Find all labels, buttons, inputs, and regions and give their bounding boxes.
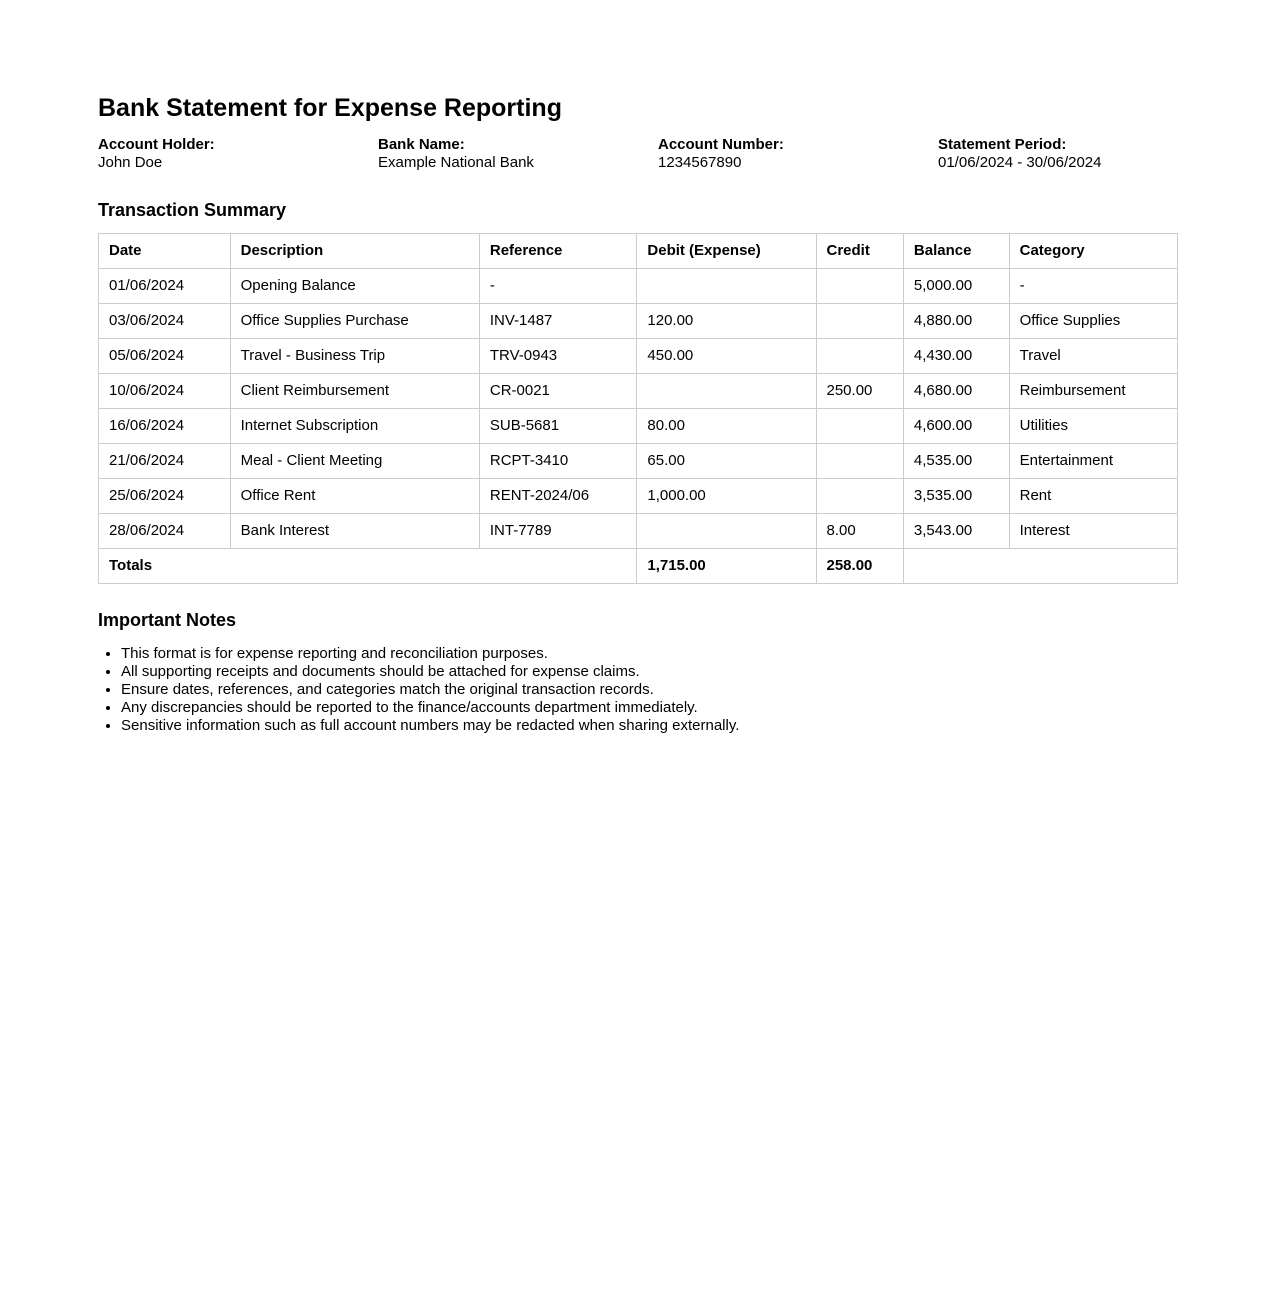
table-cell: Client Reimbursement: [230, 373, 479, 408]
table-cell: 65.00: [637, 443, 816, 478]
table-cell: 05/06/2024: [99, 338, 231, 373]
table-cell: Reimbursement: [1009, 373, 1177, 408]
table-cell: 10/06/2024: [99, 373, 231, 408]
note-item: • This format is for expense reporting and reconciliation purposes.: [121, 645, 1178, 663]
table-cell: [816, 338, 903, 373]
table-cell: 5,000.00: [903, 268, 1009, 303]
totals-credit: 258.00: [816, 548, 903, 583]
table-cell: Office Rent: [230, 478, 479, 513]
statement-meta: [98, 136, 1178, 172]
totals-debit: 1,715.00: [637, 548, 816, 583]
account-number-value: 1234567890: [658, 153, 742, 171]
transaction-summary-heading: Transaction Summary: [98, 199, 287, 220]
statement-period-field: [938, 136, 1178, 172]
table-row: [99, 303, 1178, 338]
table-cell: [637, 268, 816, 303]
notes-heading: Important Notes: [98, 609, 237, 630]
note-item: • All supporting receipts and documents should be attached for expense claims.: [121, 663, 1178, 681]
totals-row: [99, 548, 1178, 583]
table-cell: Travel: [1009, 338, 1177, 373]
table-cell: RENT-2024/06: [479, 478, 637, 513]
note-item: • Any discrepancies should be reported to the finance/accounts department immediately.: [121, 699, 1178, 717]
table-cell: [637, 513, 816, 548]
table-cell: [816, 408, 903, 443]
table-cell: 80.00: [637, 408, 816, 443]
column-header: Date: [99, 233, 231, 268]
table-cell: Opening Balance: [230, 268, 479, 303]
totals-empty-cell: [903, 548, 1177, 583]
table-row: [99, 443, 1178, 478]
table-header-row: [99, 233, 1178, 268]
account-number-field: [658, 136, 938, 172]
statement-period-label: Statement Period:: [938, 135, 1067, 153]
column-header: Description: [230, 233, 479, 268]
table-cell: 03/06/2024: [99, 303, 231, 338]
table-cell: 4,680.00: [903, 373, 1009, 408]
table-cell: 01/06/2024: [99, 268, 231, 303]
table-cell: 120.00: [637, 303, 816, 338]
table-cell: 16/06/2024: [99, 408, 231, 443]
table-cell: [637, 373, 816, 408]
bank-name-value: Example National Bank: [378, 153, 534, 171]
notes-list: [98, 645, 1178, 735]
totals-label: Totals: [99, 548, 637, 583]
table-row: [99, 268, 1178, 303]
table-cell: 3,535.00: [903, 478, 1009, 513]
transaction-table: [98, 233, 1178, 584]
table-cell: 250.00: [816, 373, 903, 408]
page-title: Bank Statement for Expense Reporting: [98, 94, 562, 122]
account-holder-value: John Doe: [98, 153, 163, 171]
table-cell: 3,543.00: [903, 513, 1009, 548]
table-cell: [816, 268, 903, 303]
table-cell: 4,535.00: [903, 443, 1009, 478]
column-header: Reference: [479, 233, 637, 268]
table-cell: Internet Subscription: [230, 408, 479, 443]
column-header: Debit (Expense): [637, 233, 816, 268]
column-header: Category: [1009, 233, 1177, 268]
table-cell: SUB-5681: [479, 408, 637, 443]
table-cell: Utilities: [1009, 408, 1177, 443]
table-cell: 4,880.00: [903, 303, 1009, 338]
table-cell: [816, 478, 903, 513]
table-row: [99, 478, 1178, 513]
table-cell: 25/06/2024: [99, 478, 231, 513]
bank-name-label: Bank Name:: [378, 135, 465, 153]
table-row: [99, 373, 1178, 408]
table-cell: Bank Interest: [230, 513, 479, 548]
table-cell: -: [1009, 268, 1177, 303]
table-cell: 21/06/2024: [99, 443, 231, 478]
table-cell: INV-1487: [479, 303, 637, 338]
account-holder-field: [98, 136, 378, 172]
table-cell: 4,600.00: [903, 408, 1009, 443]
table-cell: Rent: [1009, 478, 1177, 513]
table-cell: 28/06/2024: [99, 513, 231, 548]
table-cell: CR-0021: [479, 373, 637, 408]
table-cell: Interest: [1009, 513, 1177, 548]
table-cell: 4,430.00: [903, 338, 1009, 373]
table-cell: Travel - Business Trip: [230, 338, 479, 373]
table-cell: [816, 443, 903, 478]
table-row: [99, 513, 1178, 548]
note-item: • Sensitive information such as full account numbers may be redacted when sharing externally.: [121, 717, 1178, 735]
table-cell: -: [479, 268, 637, 303]
account-holder-label: Account Holder:: [98, 135, 215, 153]
table-cell: 8.00: [816, 513, 903, 548]
column-header: Credit: [816, 233, 903, 268]
table-cell: Meal - Client Meeting: [230, 443, 479, 478]
column-header: Balance: [903, 233, 1009, 268]
table-cell: Office Supplies Purchase: [230, 303, 479, 338]
table-row: [99, 338, 1178, 373]
table-cell: Office Supplies: [1009, 303, 1177, 338]
table-row: [99, 408, 1178, 443]
table-cell: [816, 303, 903, 338]
statement-period-value: 01/06/2024 - 30/06/2024: [938, 153, 1102, 171]
table-cell: INT-7789: [479, 513, 637, 548]
transaction-table-body: [99, 268, 1178, 548]
bank-name-field: [378, 136, 658, 172]
table-cell: 1,000.00: [637, 478, 816, 513]
account-number-label: Account Number:: [658, 135, 784, 153]
table-cell: RCPT-3410: [479, 443, 637, 478]
table-cell: TRV-0943: [479, 338, 637, 373]
table-cell: 450.00: [637, 338, 816, 373]
table-cell: Entertainment: [1009, 443, 1177, 478]
note-item: • Ensure dates, references, and categories match the original transaction records.: [121, 681, 1178, 699]
